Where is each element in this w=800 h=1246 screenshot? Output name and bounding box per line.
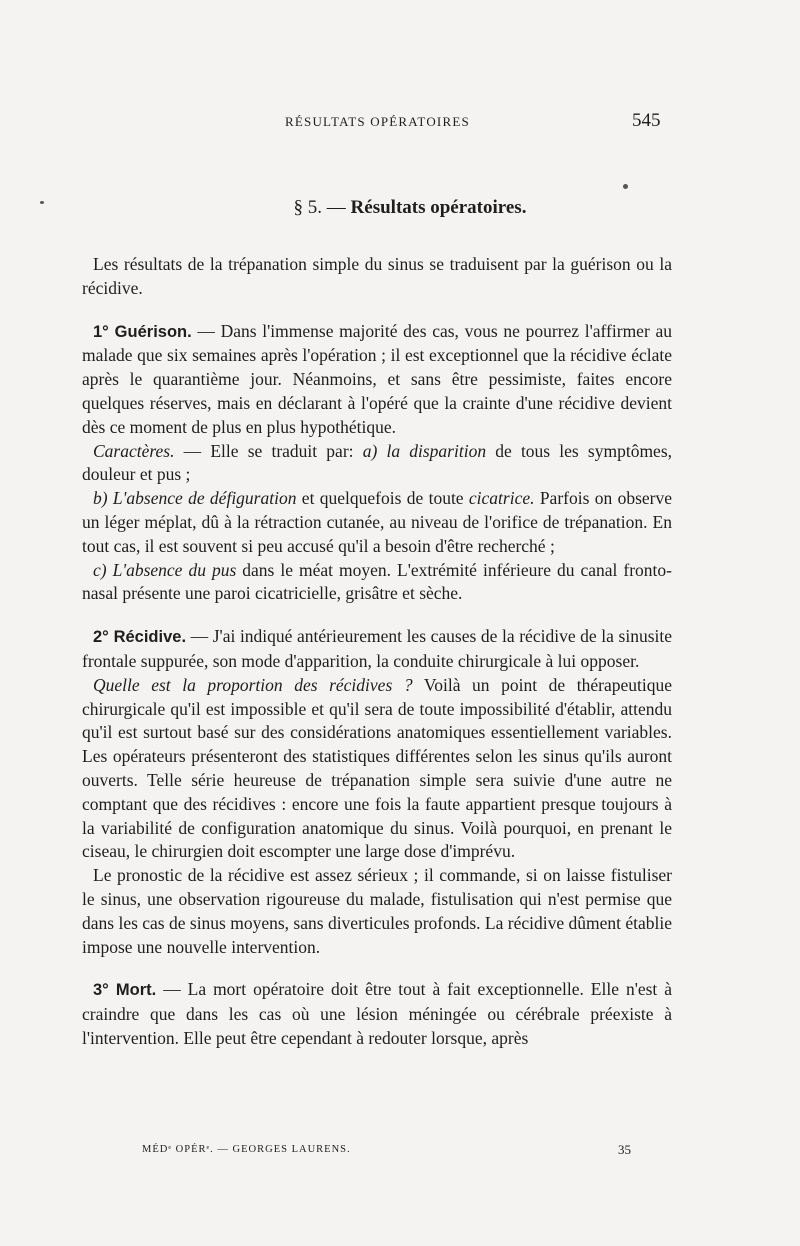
page-header xyxy=(0,110,800,134)
running-title: RÉSULTATS OPÉRATOIRES xyxy=(285,114,470,129)
ink-speck xyxy=(623,184,628,189)
paragraph-caracteres xyxy=(82,440,672,488)
recidive-heading: 2° Récidive. xyxy=(93,628,187,647)
c-italic: L'absence du pus xyxy=(112,559,237,580)
ink-speck xyxy=(40,201,44,204)
caracteres-label: Caractères. xyxy=(93,440,175,461)
guerison-heading: 1° Guérison. xyxy=(93,322,192,341)
footer-credit: MÉDᵉ OPÉRᵉ. — GEORGES LAURENS. xyxy=(142,1144,351,1155)
b-label: b) xyxy=(93,488,113,509)
paragraph-b xyxy=(82,487,672,558)
c-label: c) xyxy=(93,559,113,580)
caracteres-a-label: a) xyxy=(362,440,387,461)
paragraph-recidive xyxy=(82,625,672,674)
paragraph-mort xyxy=(82,978,672,1050)
section-number: § 5. — xyxy=(293,197,346,218)
mort-text: — La mort opératoire doit être tout à fait exceptionnelle. Elle n'est à craindre que dans les cas où une lésion méningée ou cérébrale préexiste à l'intervention. Elle peut être cependant à redouter lorsque, après xyxy=(82,979,672,1048)
paragraph-intro: Les résultats de la trépanation simple du sinus se traduisent par la guérison ou la récidive. xyxy=(82,254,672,298)
b-italic-1: L'absence de défiguration xyxy=(112,488,297,509)
page-footer xyxy=(0,1142,800,1160)
caracteres-a-italic: la disparition xyxy=(386,440,487,461)
caracteres-text-1: — Elle se traduit par: xyxy=(174,440,363,461)
section-title: Résultats opératoires. xyxy=(350,197,527,218)
paragraph-guerison xyxy=(82,320,672,440)
b-italic-2: cicatrice. xyxy=(468,488,535,509)
paragraph-c xyxy=(82,559,672,607)
mort-heading: 3° Mort. xyxy=(93,981,157,1000)
b-text-2: Parfois on observe un léger méplat, dû à la rétraction cutanée, au niveau de l'orifice de trépanation. En tout cas, il est souvent si peu accusé qu'il a besoin d'être recherché ; xyxy=(82,488,672,556)
proportion-question: Quelle est la proportion des récidives ? xyxy=(93,674,413,695)
caracteres-text-2: de tous les symptômes, douleur et pus ; xyxy=(82,440,673,485)
recidive-text: — J'ai indiqué antérieurement les causes de la récidive de la sinusite frontale suppurée, son mode d'apparition, la conduite chirurgicale à lui opposer. xyxy=(82,626,673,671)
c-text: dans le méat moyen. L'extrémité inférieure du canal fronto-nasal présente une paroi cicatricielle, grisâtre et sèche. xyxy=(82,559,672,604)
body-text xyxy=(82,253,672,1051)
page-number: 545 xyxy=(632,110,661,131)
proportion-text: Voilà un point de thérapeutique chirurgicale qu'il est impossible et qu'il sera de toute impossibilité d'établir, attendu qu'il est surtout basé sur des considérations anatomiques essentiellement variables. Les opérateurs présenteront des statistiques différentes selon les sinus qu'ils auront ouverts. Telle série heureuse de trépanation simple sera suivie d'une autre ne comptant que des récidives : encore une fois la faute appartient presque toujours à la variabilité de configuration anatomique du sinus. Voilà pourquoi, en prenant le ciseau, le chirurgien doit escompter une large dose d'imprévu. xyxy=(82,674,672,862)
paragraph-proportion xyxy=(82,674,672,864)
guerison-text: — Dans l'immense majorité des cas, vous ne pourrez l'affirmer au malade que six semaines après l'opération ; il est exceptionnel que la récidive éclate après le quarantième jour. Néanmoins, et sans être pessimiste, faites encore quelques réserves, mais en déclarant à l'opéré que la crainte d'une récidive devient dès ce moment de plus en plus hypothétique. xyxy=(82,320,672,437)
section-heading xyxy=(0,197,800,219)
signature-number: 35 xyxy=(618,1142,631,1157)
paragraph-pronostic: Le pronostic de la récidive est assez sérieux ; il commande, si on laisse fistuliser le sinus, une observation rigoureuse du malade, fistulisation qui n'est permise que dans les cas de sinus moyens, sans diverticules profonds. La récidive dûment établie impose une nouvelle intervention. xyxy=(82,865,672,957)
b-text-1: et quelquefois de toute xyxy=(296,488,469,509)
